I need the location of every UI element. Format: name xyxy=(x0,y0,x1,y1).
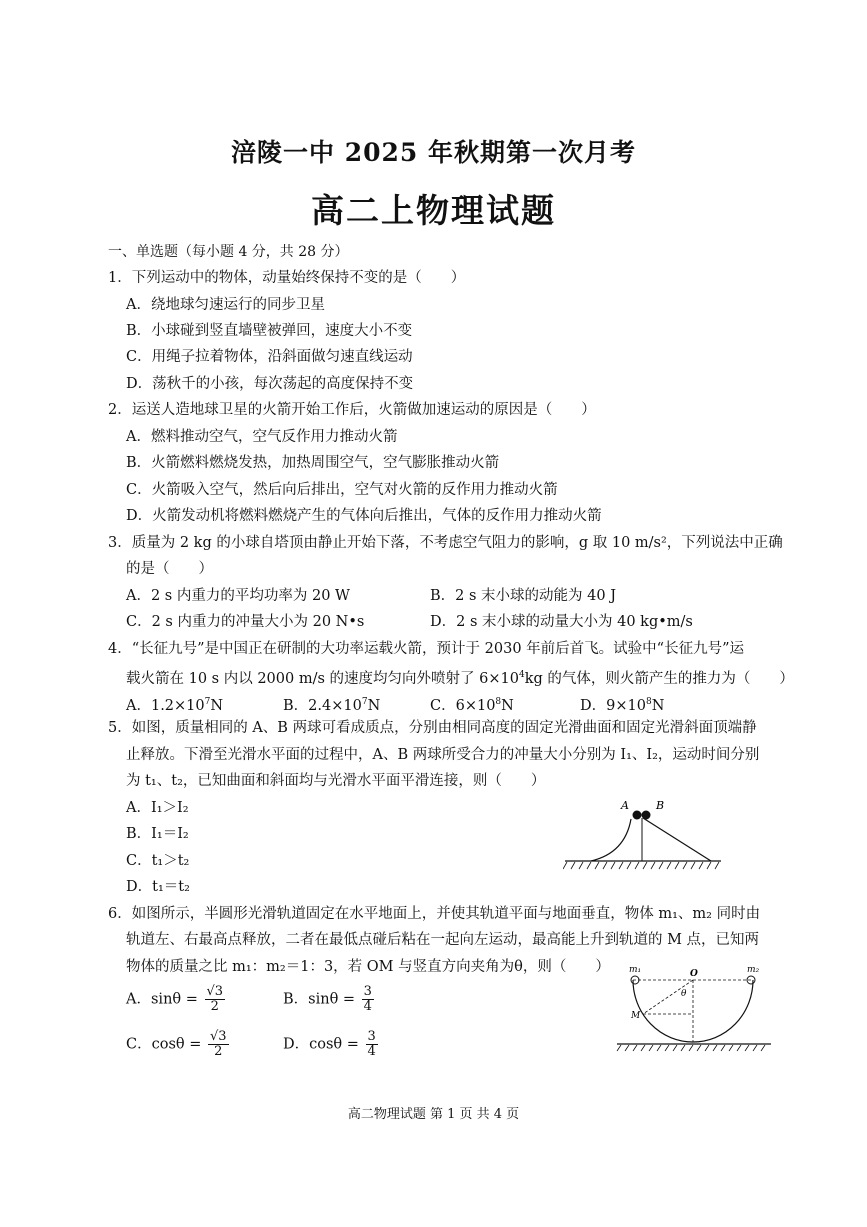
q6-label-o: O xyxy=(690,969,698,979)
q5-option-b: B．I₁＝I₂ xyxy=(126,826,189,842)
q2-option-c: C．火箭吸入空气，然后向后排出，空气对火箭的反作用力推动火箭 xyxy=(126,482,558,498)
q6-option-a: A．sinθ = $\frac{√3}{2}$ xyxy=(126,984,224,1014)
q5-label-b: B xyxy=(656,799,665,812)
q2-option-b: B．火箭燃料燃烧发热，加热周围空气，空气膨胀推动火箭 xyxy=(126,455,500,471)
q1-stem: 1．下列运动中的物体，动量始终保持不变的是（ ） xyxy=(108,270,466,286)
q5-ball-a xyxy=(633,811,642,820)
q5-option-a: A．I₁＞I₂ xyxy=(126,800,189,816)
q5-option-c: C．t₁＞t₂ xyxy=(126,853,190,869)
q3-option-d: D．2 s 末小球的动量大小为 40 kg•m/s xyxy=(430,614,693,630)
q4-stem-text-b: kg 的气体，则火箭产生的推力为（ ） xyxy=(524,670,794,687)
q5-incline xyxy=(643,818,711,861)
q6-label-m: M xyxy=(631,1011,641,1021)
q5-stem-line3: 为 t₁、t₂，已知曲面和斜面均与光滑水平面平滑连接，则（ ） xyxy=(126,773,546,789)
q3-option-a: A．2 s 内重力的平均功率为 20 W xyxy=(126,588,350,604)
q3-option-b: B．2 s 末小球的动能为 40 J xyxy=(430,588,617,604)
q6-option-d: D．cosθ = $\frac{3}{4}$ xyxy=(283,1029,376,1059)
q6-ground-hatch xyxy=(617,1045,765,1051)
q5-ground-hatch xyxy=(563,862,719,869)
q4-stem-text-a: 载火箭在 10 s 内以 2000 m/s 的速度均匀向外喷射了 6×10 xyxy=(126,670,519,687)
q2-stem: 2．运送人造地球卫星的火箭开始工作后，火箭做加速运动的原因是（ ） xyxy=(108,402,596,418)
q3-option-c: C．2 s 内重力的冲量大小为 20 N•s xyxy=(126,614,365,630)
q1-option-b: B．小球碰到竖直墙壁被弹回，速度大小不变 xyxy=(126,323,413,339)
q6-stem-line3: 物体的质量之比 m₁：m₂＝1：3，若 OM 与竖直方向夹角为θ，则（ ） xyxy=(126,959,610,975)
q5-ball-b xyxy=(642,811,651,820)
exam-subtitle: 高二上物理试题 xyxy=(311,191,556,230)
q5-curved-surface xyxy=(591,819,631,861)
q5-label-a: A xyxy=(621,799,629,812)
q6-label-m2: m₂ xyxy=(747,965,760,975)
q6-option-c: C．cosθ = $\frac{√3}{2}$ xyxy=(126,1029,227,1059)
q5-stem-line1: 5．如图，质量相同的 A、B 两球可看成质点，分别由相同高度的固定光滑曲面和固定光滑斜面顶端静 xyxy=(108,720,757,736)
q4-option-d: D．$9\times 10^8N$ xyxy=(580,697,665,714)
exam-title: 涪陵一中 2025 年秋期第一次月考 xyxy=(231,138,636,167)
q5-option-d: D．t₁＝t₂ xyxy=(126,879,190,895)
q5-figure xyxy=(563,795,723,877)
q1-option-c: C．用绳子拉着物体，沿斜面做匀速直线运动 xyxy=(126,349,413,365)
q6-figure xyxy=(615,962,775,1054)
q3-stem-line1: 3．质量为 2 kg 的小球自塔顶由静止开始下落，不考虑空气阻力的影响，g 取 10 m/s²，下列说法中正确 xyxy=(108,535,783,551)
q2-option-d: D．火箭发动机将燃料燃烧产生的气体向后推出，气体的反作用力推动火箭 xyxy=(126,508,602,524)
q6-option-b: B．sinθ = $\frac{3}{4}$ xyxy=(283,984,372,1014)
q3-stem-line2: 的是（ ） xyxy=(126,561,213,577)
q5-stem-line2: 止释放。下滑至光滑水平面的过程中，A、B 两球所受合力的冲量大小分别为 I₁、I₂，运动时间分别 xyxy=(126,747,760,763)
q1-option-d: D．荡秋千的小孩，每次荡起的高度保持不变 xyxy=(126,376,414,392)
q1-option-a: A．绕地球匀速运行的同步卫星 xyxy=(126,297,325,313)
q6-stem-line2: 轨道左、右最高点释放，二者在最低点碰后粘在一起向左运动，最高能上升到轨道的 M 点，已知两 xyxy=(126,932,760,948)
q6-stem-line1: 6．如图所示，半圆形光滑轨道固定在水平地面上，并使其轨道平面与地面垂直，物体 m₁、m₂ 同时由 xyxy=(108,906,761,922)
q2-option-a: A．燃料推动空气，空气反作用力推动火箭 xyxy=(126,429,398,445)
q6-label-m1: m₁ xyxy=(629,965,642,975)
q4-option-a: A．$1.2\times 10^7N$ xyxy=(126,697,224,714)
q4-option-c: C．$6\times 10^8N$ xyxy=(430,697,514,714)
section-heading: 一、单选题（每小题 4 分，共 28 分） xyxy=(108,244,349,260)
page-footer: 高二物理试题 第 1 页 共 4 页 xyxy=(347,1107,520,1122)
q6-label-theta: θ xyxy=(681,989,687,999)
q4-option-b: B．$2.4\times 10^7N$ xyxy=(283,697,381,714)
q4-stem-line1: 4．“长征九号”是中国正在研制的大功率运载火箭，预计于 2030 年前后首飞。试验中“长征九号”运 xyxy=(108,641,744,657)
q4-stem-exponent: 4 xyxy=(518,670,525,680)
q4-stem-line2 xyxy=(126,665,794,689)
